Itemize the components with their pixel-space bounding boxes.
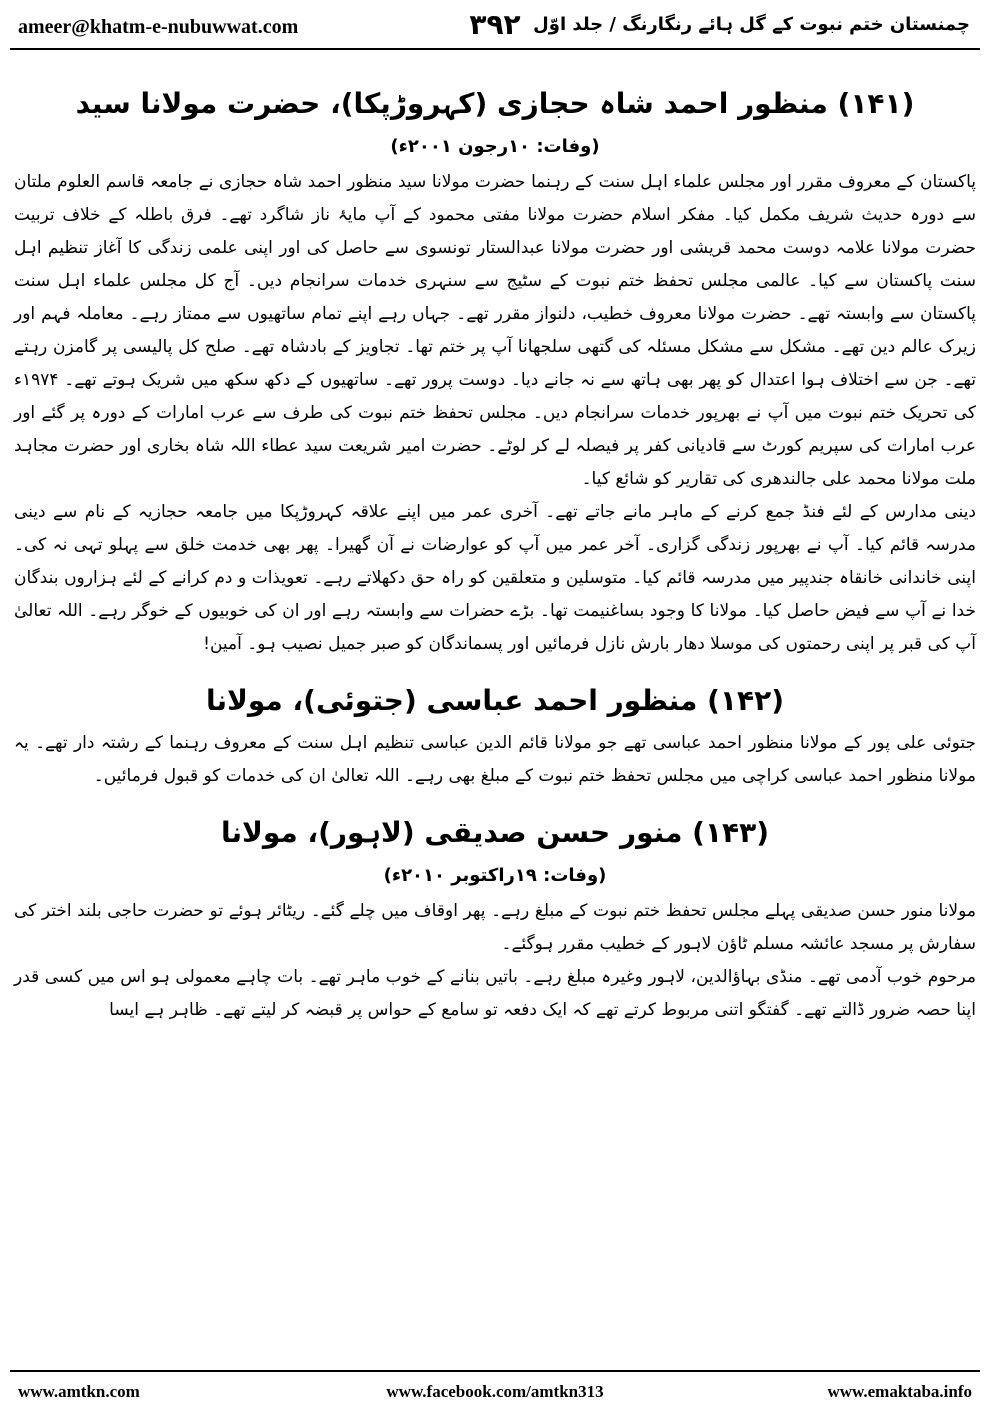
page-number: ۳۹۲ <box>469 8 521 41</box>
death-date-141: (وفات: ۱۰رجون ۲۰۰۱ء) <box>390 136 600 157</box>
footer-link-amtkn[interactable]: www.amtkn.com <box>18 1382 140 1401</box>
page-header <box>10 6 980 50</box>
page-footer <box>10 1370 980 1412</box>
paragraph-143-2: مرحوم خوب آدمی تھے۔ منڈی بہاؤالدین، لاہور وغیرہ مبلغ رہے۔ باتیں بنانے کے خوب ماہر تھے۔ بات چاہے معمولی ہو اس میں کسی قدر اپنا حصہ ضرور ڈالتے تھے۔ گفتگو اتنی مربوط کرتے تھے کہ ایک دفعہ تو سامع کے حواس پر قبضہ کر لیتے تھے۔ ظاہر ہے ایسا <box>14 967 976 1020</box>
header-email[interactable]: ameer@khatm-e-nubuwwat.com <box>18 16 299 38</box>
page-content <box>14 56 976 1362</box>
footer-link-facebook[interactable]: www.facebook.com/amtkn313 <box>386 1382 604 1401</box>
death-date-143: (وفات: ۱۹راکتوبر ۲۰۱۰ء) <box>383 865 607 886</box>
paragraph-141-2: دینی مدارس کے لئے فنڈ جمع کرنے کے ماہر مانے جاتے تھے۔ آخری عمر میں اپنے علاقہ کہروڑپکا میں جامعہ حجازیہ کے نام سے دینی مدرسہ قائم کیا۔ آپ نے بھرپور زندگی گزاری۔ آخر عمر میں آپ کو عوارضات نے آن گھیرا۔ پھر بھی خدمت خلق سے پہلو تہی نہ کی۔ اپنی خاندانی خانقاہ جندپیر میں مدرسہ قائم کیا۔ متوسلین و متعلقین کو راہ حق دکھلاتے رہے۔ تعویذات و دم کرانے کے لئے ہزاروں بندگان خدا نے آپ سے فیض حاصل کیا۔ مولانا کا وجود بساغنیمت تھا۔ بڑے حضرات سے وابستہ رہے اور ان کی خوبیوں کے خوگر رہے۔ اللہ تعالیٰ آپ کی قبر پر اپنی رحمتوں کی موسلا دھار بارش نازل فرمائیں اور پسماندگان کو صبر جمیل نصیب ہو۔ آمین! <box>14 502 976 654</box>
section-heading-142: (۱۴۲) منظور احمد عباسی (جتوئی)، مولانا <box>206 684 784 717</box>
section-heading-141: (۱۴۱) منظور احمد شاہ حجازی (کہروڑپکا)، حضرت مولانا سید <box>75 87 915 120</box>
footer-link-emaktaba[interactable]: www.emaktaba.info <box>827 1382 972 1401</box>
paragraph-143-1: مولانا منور حسن صدیقی پہلے مجلس تحفظ ختم نبوت کے مبلغ رہے۔ پھر اوقاف میں چلے گئے۔ ریٹائر ہوئے تو حضرت حاجی بلند اختر کی سفارش پر مسجد عائشہ مسلم ٹاؤن لاہور کے خطیب مقرر ہوگئے۔ <box>14 901 976 954</box>
paragraph-142-1: جتوئی علی پور کے مولانا منظور احمد عباسی تھے جو مولانا قائم الدین عباسی تنظیم اہل سنت کے معروف رہنما کے رشتہ دار تھے۔ یہ مولانا منظور احمد عباسی کراچی میں مجلس تحفظ ختم نبوت کے مبلغ بھی رہے۔ اللہ تعالیٰ ان کی خدمات کو قبول فرمائیں۔ <box>14 733 976 786</box>
section-heading-143: (۱۴۳) منور حسن صدیقی (لاہور)، مولانا <box>220 816 770 849</box>
paragraph-141-1: پاکستان کے معروف مقرر اور مجلس علماء اہل سنت کے رہنما حضرت مولانا سید منظور احمد شاہ حجازی نے جامعہ قاسم العلوم ملتان سے دورہ حدیث شریف مکمل کیا۔ مفکر اسلام حضرت مولانا مفتی محمود کے آپ مایۂ ناز شاگرد تھے۔ فرق باطلہ کے خلاف تربیت حضرت مولانا علامہ دوست محمد قریشی اور حضرت مولانا عبدالستار تونسوی سے حاصل کی اور اپنی علمی زندگی کا آغاز تنظیم اہل سنت پاکستان سے کیا۔ عالمی مجلس تحفظ ختم نبوت کے سٹیج سے سنہری خدمات سرانجام دیں۔ آج کل مجلس علماء اہل سنت پاکستان سے وابستہ تھے۔ حضرت مولانا معروف خطیب، دلنواز مقرر تھے۔ جہاں رہے اپنے تمام ساتھیوں سے ممتاز رہے۔ معاملہ فہم اور زیرک عالم دین تھے۔ مشکل سے مشکل مسئلہ کی گتھی سلجھانا آپ پر ختم تھا۔ تجاویز کے بادشاہ تھے۔ صلح کل پالیسی پر گامزن رہتے تھے۔ جن سے اختلاف ہوا اعتدال کو پھر بھی ہاتھ سے نہ جانے دیا۔ دوست پرور تھے۔ ساتھیوں کے دکھ سکھ میں شریک ہوتے تھے۔ ۱۹۷۴ء کی تحریک ختم نبوت میں آپ نے بھرپور خدمات سرانجام دیں۔ مجلس تحفظ ختم نبوت کی طرف سے عرب امارات کے دورہ پر گئے اور عرب امارات کی سپریم کورٹ سے قادیانی کفر پر فیصلہ لے کر لوٹے۔ حضرت امیر شریعت سید عطاء اللہ شاہ بخاری اور حضرت مجاہد ملت مولانا محمد علی جالندھری کی تقاریر کو شائع کیا۔ <box>14 172 976 489</box>
book-title: چمنستان ختم نبوت کے گل ہائے رنگارنگ / جلد اوّل <box>533 14 970 35</box>
